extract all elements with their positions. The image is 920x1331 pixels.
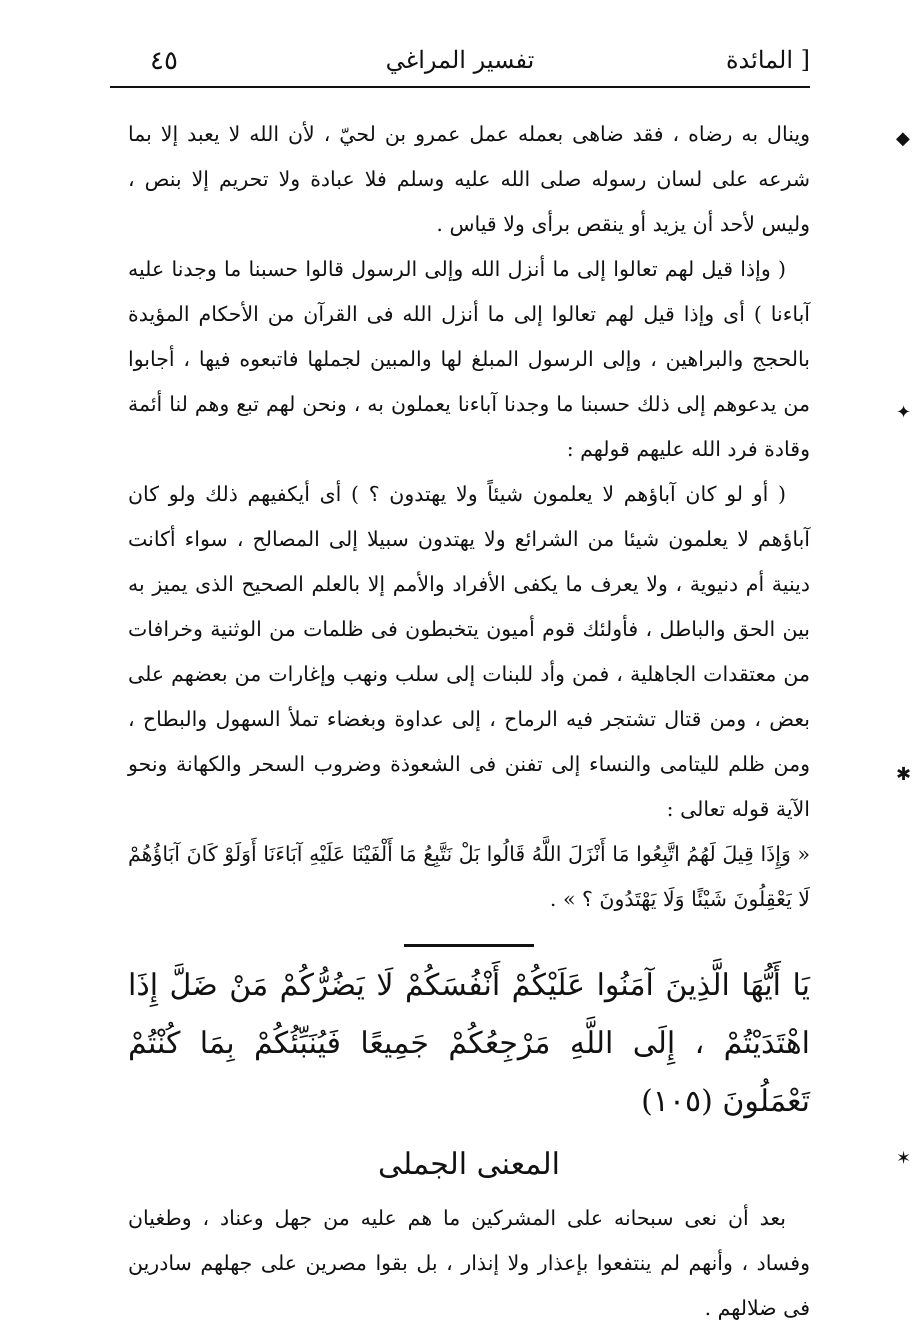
paragraph: ( وإذا قيل لهم تعالوا إلى ما أنزل الله وإلى الرسول قالوا حسبنا ما وجدنا عليه آباءنا ) أى وإذا قيل لهم تعالوا إلى ما أنزل الله فى القرآن من الأحكام المؤيدة بالحجج والبراهين ، وإلى الرسول المبلغ لها والمبين لجملها فاتبعوه فيها ، أجابوا من يدعوهم إلى ذلك حسبنا ما وجدنا آباءنا يعملون به ، ونحن لهم تبع وهم لنا أئمة وقادة فرد الله عليهم قولهم : [128,257,810,461]
running-title: تفسير المراغي [385,46,535,74]
page-body [128,112,810,1331]
margin-mark: ✱ [896,764,912,785]
section-heading: المعنى الجملى [377,1147,560,1182]
page-header [110,42,810,88]
paragraph: ( أو لو كان آباؤهم لا يعلمون شيئاً ولا يهتدون ؟ ) أى أيكفيهم ذلك ولو كان آباؤهم لا يعلمون شيئا من الشرائع ولا يهتدون سبيلا إلى المصالح ، سواء أكانت دينية أم دنيوية ، ولا يعرف ما يكفى الأفراد والأمم إلا بالعلم الصحيح الذى يميز به بين الحق والباطل ، فأولئك قوم أميون يتخبطون فى ظلمات من الوثنية وخرافات من معتقدات الجاهلية ، فمن وأد للبنات إلى سلب ونهب وإغارات من بعضهم على بعض ، ومن قتال تشتجر فيه الرماح ، إلى عداوة وبغضاء تملأ السهول والبطاح ، ومن ظلم لليتامى والنساء إلى تفنن فى الشعوذة وضروب السحر والكهانة ونحو الآية قوله تعالى : [128,482,810,821]
header-rule [110,86,810,88]
margin-mark: ◆ [896,128,910,149]
verse-text: يَا أَيُّهَا الَّذِينَ آمَنُوا عَلَيْكُمْ أَنْفُسَكُمْ لَا يَضُرُّكُمْ مَنْ ضَلَّ إِذَا اهْتَدَيْتُمْ ، إِلَى اللَّهِ مَرْجِعُكُمْ جَمِيعًا فَيُنَبِّئُكُمْ بِمَا كُنْتُمْ تَعْمَلُونَ (١٠٥) [128,968,810,1119]
margin-mark: ✦ [896,402,912,423]
quran-quote: « وَإِذَا قِيلَ لَهُمُ اتَّبِعُوا مَا أَنْزَلَ اللَّهُ قَالُوا بَلْ نَتَّبِعُ مَا أَلْفَيْنَا عَلَيْهِ آبَاءَنَا أَوَلَوْ كَانَ آبَاؤُهُمْ لَا يَعْقِلُونَ شَيْئًا وَلَا يَهْتَدُونَ ؟ » . [128,842,810,911]
page-number: ٤٥ [150,46,178,76]
section-divider [404,944,534,947]
closing-paragraph: بعد أن نعى سبحانه على المشركين ما هم عليه من جهل وعناد ، وطغيان وفساد ، وأنهم لم ينتفعوا بإعذار ولا إنذار ، بل بقوا مصرين على جهلهم سادرين فى ضلالهم . [128,1206,810,1320]
paragraph: وينال به رضاه ، فقد ضاهى بعمله عمل عمرو بن لحيّ ، لأن الله لا يعبد إلا بما شرعه على لسان رسوله صلى الله عليه وسلم فلا عبادة ولا تحريم إلا بنص ، وليس لأحد أن يزيد أو ينقص برأى ولا قياس . [128,122,810,236]
chapter-name: المائدة ] [725,46,810,74]
margin-mark: ✶ [896,1148,912,1169]
